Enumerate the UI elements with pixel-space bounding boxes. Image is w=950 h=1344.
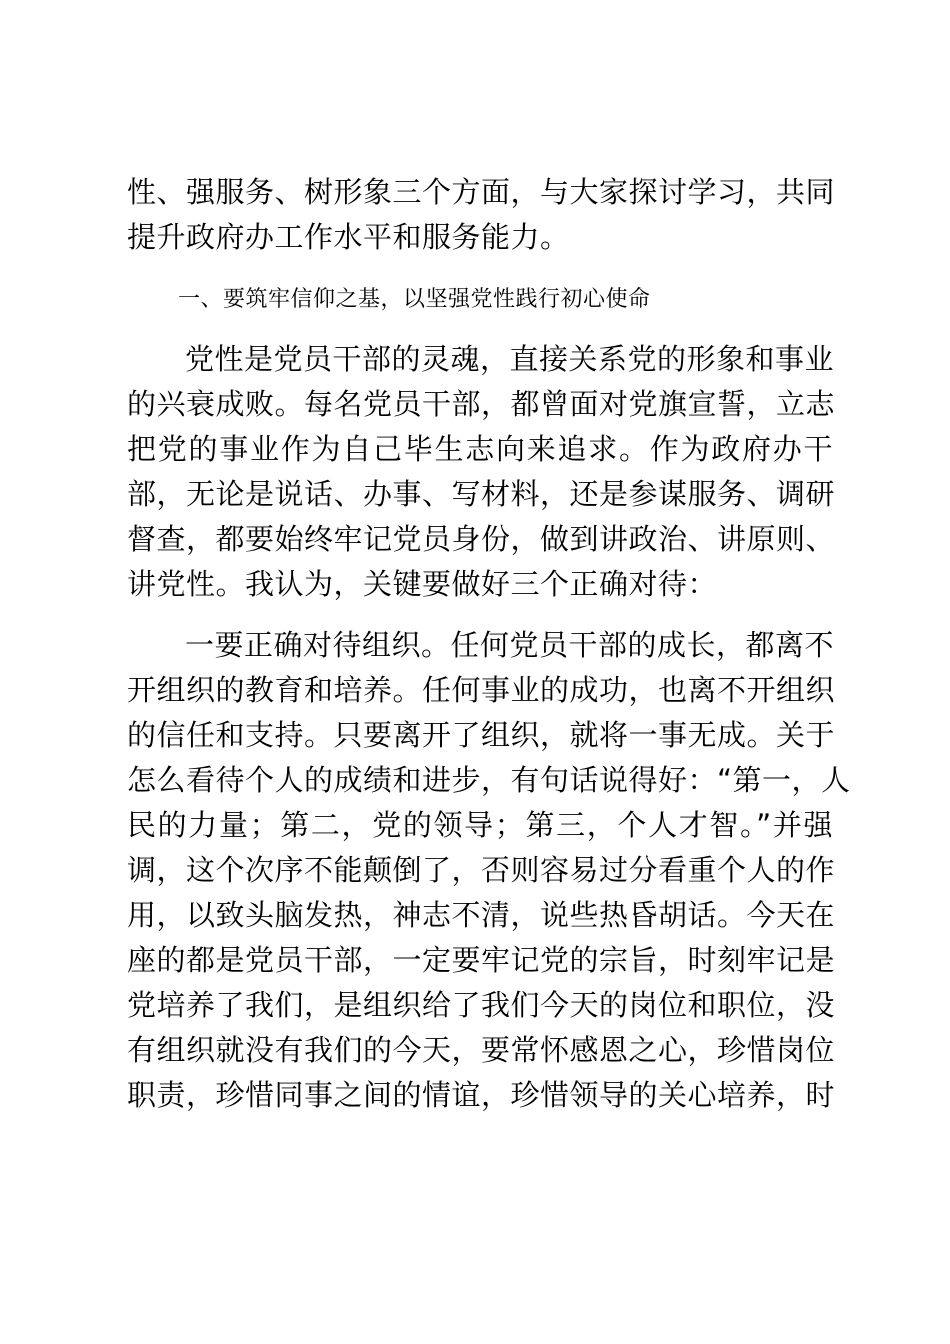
paragraph1-line-1: 党性是党员干部的灵魂，直接关系党的形象和事业 xyxy=(185,342,835,376)
intro-line-2: 提升政府办工作水平和服务能力。 xyxy=(127,220,570,254)
paragraph1-line-2: 的兴衰成败。每名党员干部，都曾面对党旗宣誓，立志 xyxy=(127,387,836,421)
paragraph2-line-8: 座的都是党员干部，一定要牢记党的宗旨，时刻牢记是 xyxy=(127,943,836,977)
paragraph1-line-3: 把党的事业作为自己毕生志向来追求。作为政府办干 xyxy=(127,432,833,466)
paragraph2-line-11: 职责，珍惜同事之间的情谊，珍惜领导的关心培养，时 xyxy=(127,1078,836,1112)
paragraph2-line-4: 怎么看待个人的成绩和进步，有句话说得好：“第一，人 xyxy=(127,763,851,797)
paragraph1-line-5: 督查，都要始终牢记党员身份，做到讲政治、讲原则、 xyxy=(127,522,836,556)
paragraph2-line-10: 有组织就没有我们的今天，要常怀感恩之心，珍惜岗位 xyxy=(127,1033,836,1067)
paragraph2-line-5: 民的力量；第二，党的领导；第三，个人才智。”并强 xyxy=(127,808,833,842)
paragraph1-line-6: 讲党性。我认为，关键要做好三个正确对待： xyxy=(127,567,718,601)
paragraph2-line-2: 开组织的教育和培养。任何事业的成功，也离不开组织 xyxy=(127,673,836,707)
paragraph2-line-7: 用，以致头脑发热，神志不清，说些热昏胡话。今天在 xyxy=(127,898,836,932)
intro-line-1: 性、强服务、树形象三个方面，与大家探讨学习，共同 xyxy=(127,175,836,209)
paragraph2-line-9: 党培养了我们，是组织给了我们今天的岗位和职位，没 xyxy=(127,988,836,1022)
paragraph1-line-4: 部，无论是说话、办事、写材料，还是参谋服务、调研 xyxy=(127,477,836,511)
paragraph2-line-1: 一要正确对待组织。任何党员干部的成长，都离不 xyxy=(185,628,835,662)
paragraph2-line-3: 的信任和支持。只要离开了组织，就将一事无成。关于 xyxy=(127,718,836,752)
section-heading: 一、要筑牢信仰之基，以坚强党性践行初心使命 xyxy=(178,287,651,312)
paragraph2-line-6: 调，这个次序不能颠倒了，否则容易过分看重个人的作 xyxy=(127,853,836,887)
